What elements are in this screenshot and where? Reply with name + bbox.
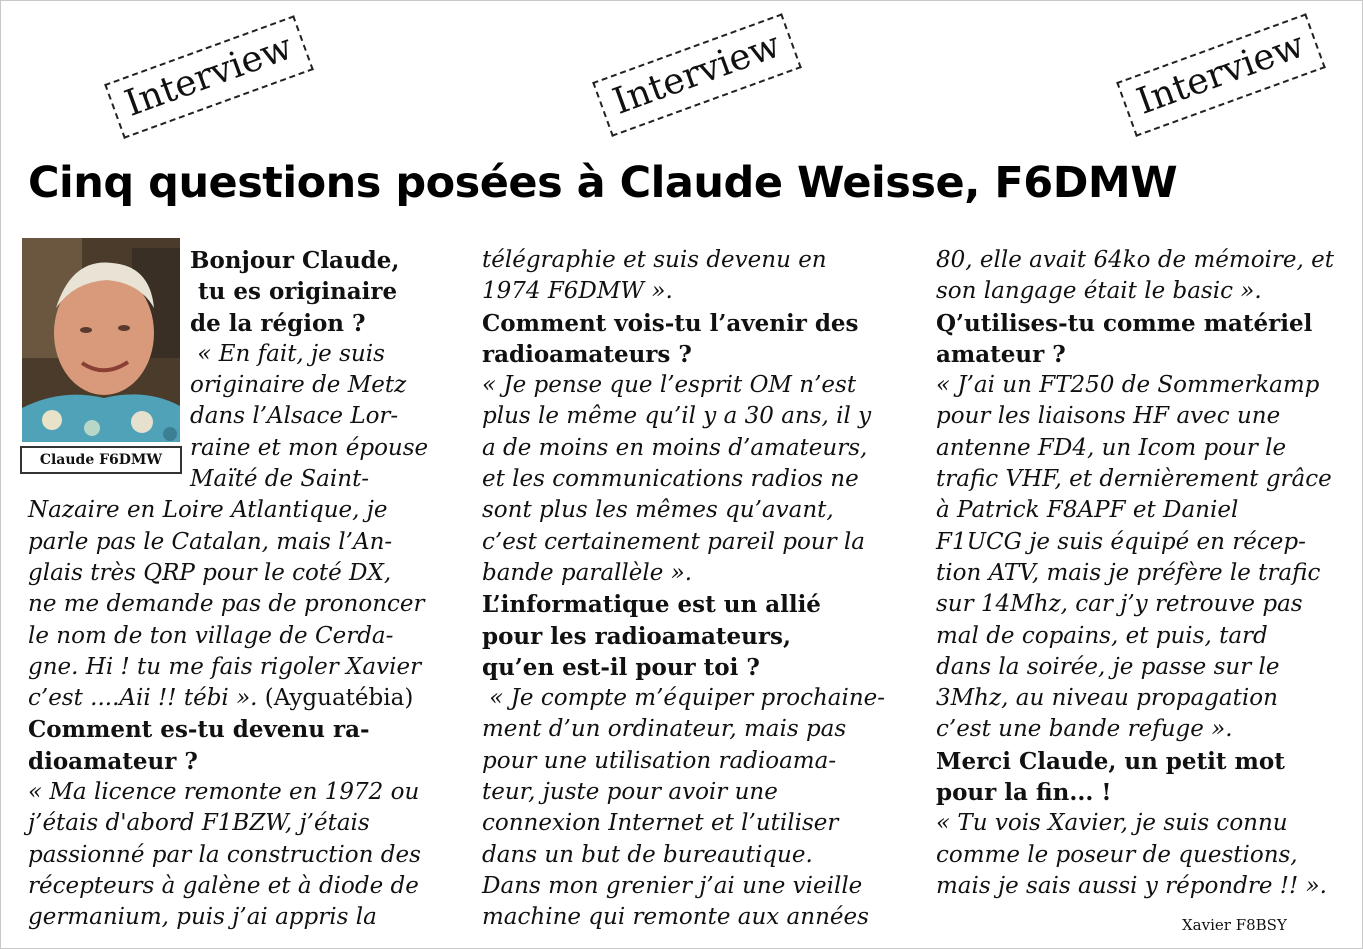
question-line: pour les radioamateurs,: [482, 622, 791, 650]
answer-line: 80, elle avait 64ko de mémoire, et: [936, 247, 1334, 273]
answer-line: dans l’Alsace Lor-: [190, 403, 399, 430]
answer-line: Nazaire en Loire Atlantique, je: [28, 497, 388, 524]
question-line: pour la fin... !: [936, 779, 1112, 807]
answer-line: j’étais d'abord F1BZW, j’étais: [28, 810, 370, 837]
interview-stamp-center: Interview: [592, 13, 802, 137]
answer-line: antenne FD4, un Icom pour le: [936, 434, 1287, 461]
answer-line: Dans mon grenier j’ai une vieille: [482, 872, 863, 899]
column-middle: [482, 245, 892, 934]
question-line: tu es originaire: [190, 278, 398, 306]
answer-line: a de moins en moins d’amateurs,: [482, 434, 868, 461]
answer-line: à Patrick F8APF et Daniel: [936, 497, 1239, 524]
question-line: dioamateur ?: [28, 747, 198, 775]
answer-line: sur 14Mhz, car j’y retrouve pas: [936, 591, 1303, 618]
answer-line: ment d’un ordinateur, mais pas: [482, 716, 847, 743]
answer-line: 1974 F6DMW ».: [482, 278, 673, 305]
question-line: Bonjour Claude,: [190, 247, 400, 274]
answer-line: glais très QRP pour le coté DX,: [28, 559, 392, 586]
question-line: qu’en est-il pour toi ?: [482, 653, 760, 681]
answer-line: machine qui remonte aux années: [482, 904, 869, 931]
question-line: radioamateurs ?: [482, 340, 692, 368]
answer-line: trafic VHF, et dernièrement grâce: [936, 466, 1332, 493]
column-right: [936, 245, 1351, 902]
question-line: Comment vois-tu l’avenir des: [482, 309, 859, 337]
answer-line: germanium, puis j’ai appris la: [28, 904, 377, 931]
answer-line: « Je compte m’équiper prochaine-: [482, 685, 886, 712]
article-title: Cinq questions posées à Claude Weisse, F6DMW: [28, 158, 1178, 208]
question-line: amateur ?: [936, 340, 1066, 368]
question-line: Q’utilises-tu comme matériel: [936, 309, 1313, 337]
interview-stamp-left: Interview: [104, 15, 314, 139]
answer-line: « J’ai un FT250 de Sommerkamp: [936, 372, 1320, 399]
answer-line: dans la soirée, je passe sur le: [936, 653, 1280, 680]
answer-line: comme le poseur de questions,: [936, 841, 1298, 868]
answer-line: c’est certainement pareil pour la: [482, 528, 865, 555]
answer-line: passionné par la construction des: [28, 841, 421, 868]
answer-line: mal de copains, et puis, tard: [936, 622, 1268, 649]
answer-text: c’est ....Aii !! tébi ».: [28, 685, 258, 712]
answer-line: dans un but de bureautique.: [482, 841, 813, 868]
question-line: Merci Claude, un petit mot: [936, 747, 1285, 775]
interview-stamp-right: Interview: [1116, 13, 1326, 137]
answer-line: ne me demande pas de prononcer: [28, 591, 425, 618]
answer-line: [28, 683, 438, 714]
answer-line: « Tu vois Xavier, je suis connu: [936, 810, 1288, 837]
answer-line: plus le même qu’il y a 30 ans, il y: [482, 403, 872, 430]
answer-line: sont plus les mêmes qu’avant,: [482, 497, 834, 524]
answer-line: « Je pense que l’esprit OM n’est: [482, 372, 857, 399]
answer-line: bande parallèle ».: [482, 559, 693, 586]
answer-line: pour une utilisation radioama-: [482, 747, 837, 774]
column-left: [28, 245, 438, 934]
answer-line: « En fait, je suis: [190, 340, 385, 367]
question-line: L’informatique est un allié: [482, 591, 821, 619]
answer-line: télégraphie et suis devenu en: [482, 247, 827, 273]
portrait-caption: Claude F6DMW: [20, 446, 182, 474]
answer-line: raine et mon épouse: [190, 434, 429, 461]
answer-line: pour les liaisons HF avec une: [936, 403, 1281, 430]
answer-line: 3Mhz, au niveau propagation: [936, 685, 1278, 712]
answer-line: Maïté de Saint-: [190, 466, 370, 493]
place-note: (Ayguatébia): [257, 685, 414, 712]
answer-line: parle pas le Catalan, mais l’An-: [28, 528, 393, 555]
answer-line: c’est une bande refuge ».: [936, 716, 1233, 743]
answer-line: le nom de ton village de Cerda-: [28, 622, 394, 649]
answer-line: mais je sais aussi y répondre !! ».: [936, 872, 1327, 899]
answer-line: récepteurs à galène et à diode de: [28, 872, 419, 899]
answer-line: originaire de Metz: [190, 372, 407, 399]
answer-line: et les communications radios ne: [482, 466, 859, 493]
answer-line: tion ATV, mais je préfère le trafic: [936, 559, 1321, 586]
answer-line: connexion Internet et l’utiliser: [482, 810, 839, 837]
answer-line: teur, juste pour avoir une: [482, 779, 778, 806]
answer-line: F1UCG je suis équipé en récep-: [936, 528, 1306, 555]
question-line: de la région ?: [190, 309, 366, 337]
answer-line: son langage était le basic ».: [936, 278, 1262, 305]
author-signature: Xavier F8BSY: [1182, 916, 1287, 934]
answer-line: gne. Hi ! tu me fais rigoler Xavier: [28, 653, 422, 680]
question-line: Comment es-tu devenu ra-: [28, 716, 370, 744]
answer-line: « Ma licence remonte en 1972 ou: [28, 779, 420, 806]
